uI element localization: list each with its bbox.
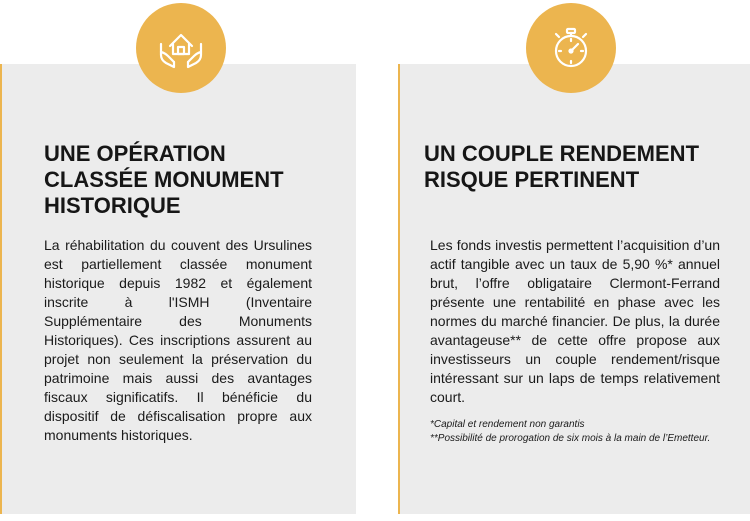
house-in-hands-icon — [136, 3, 226, 93]
footnote-prorogation: **Possibilité de prorogation de six mois à la main de l’Emetteur. — [430, 433, 711, 444]
footnotes — [430, 418, 722, 446]
right-body: Les fonds investis permettent l’acquisition d’un actif tangible avec un taux de 5,90 %* annuel brut, l’offre obligataire Clermont-Ferrand présente une rentabilité en phase avec les normes du marché financier. De plus, la durée avantageuse** de cette offre propose aux investisseurs un couple rendement/risque intéressant sur un laps de temps relativement court. — [430, 237, 720, 405]
right-title: UN COUPLE RENDEMENT RISQUE PERTINENT — [424, 141, 700, 192]
left-body: La réhabilitation du couvent des Ursulines est partiellement classée monument historique depuis 1982 et également inscrite à l'ISMH (Inventaire Supplémentaire des Monuments Historiques). Ces inscriptions assurent au projet non seulement la préservation du patrimoine mais aussi des avantages fiscaux significatifs. Il bénéficie du dispositif de défiscalisation propre aux monuments historiques. — [44, 237, 312, 443]
left-title: UNE OPÉRATION CLASSÉE MONUMENT HISTORIQUE — [44, 141, 284, 218]
stopwatch-icon — [526, 3, 616, 93]
footnote-capital: *Capital et rendement non garantis — [430, 419, 585, 430]
